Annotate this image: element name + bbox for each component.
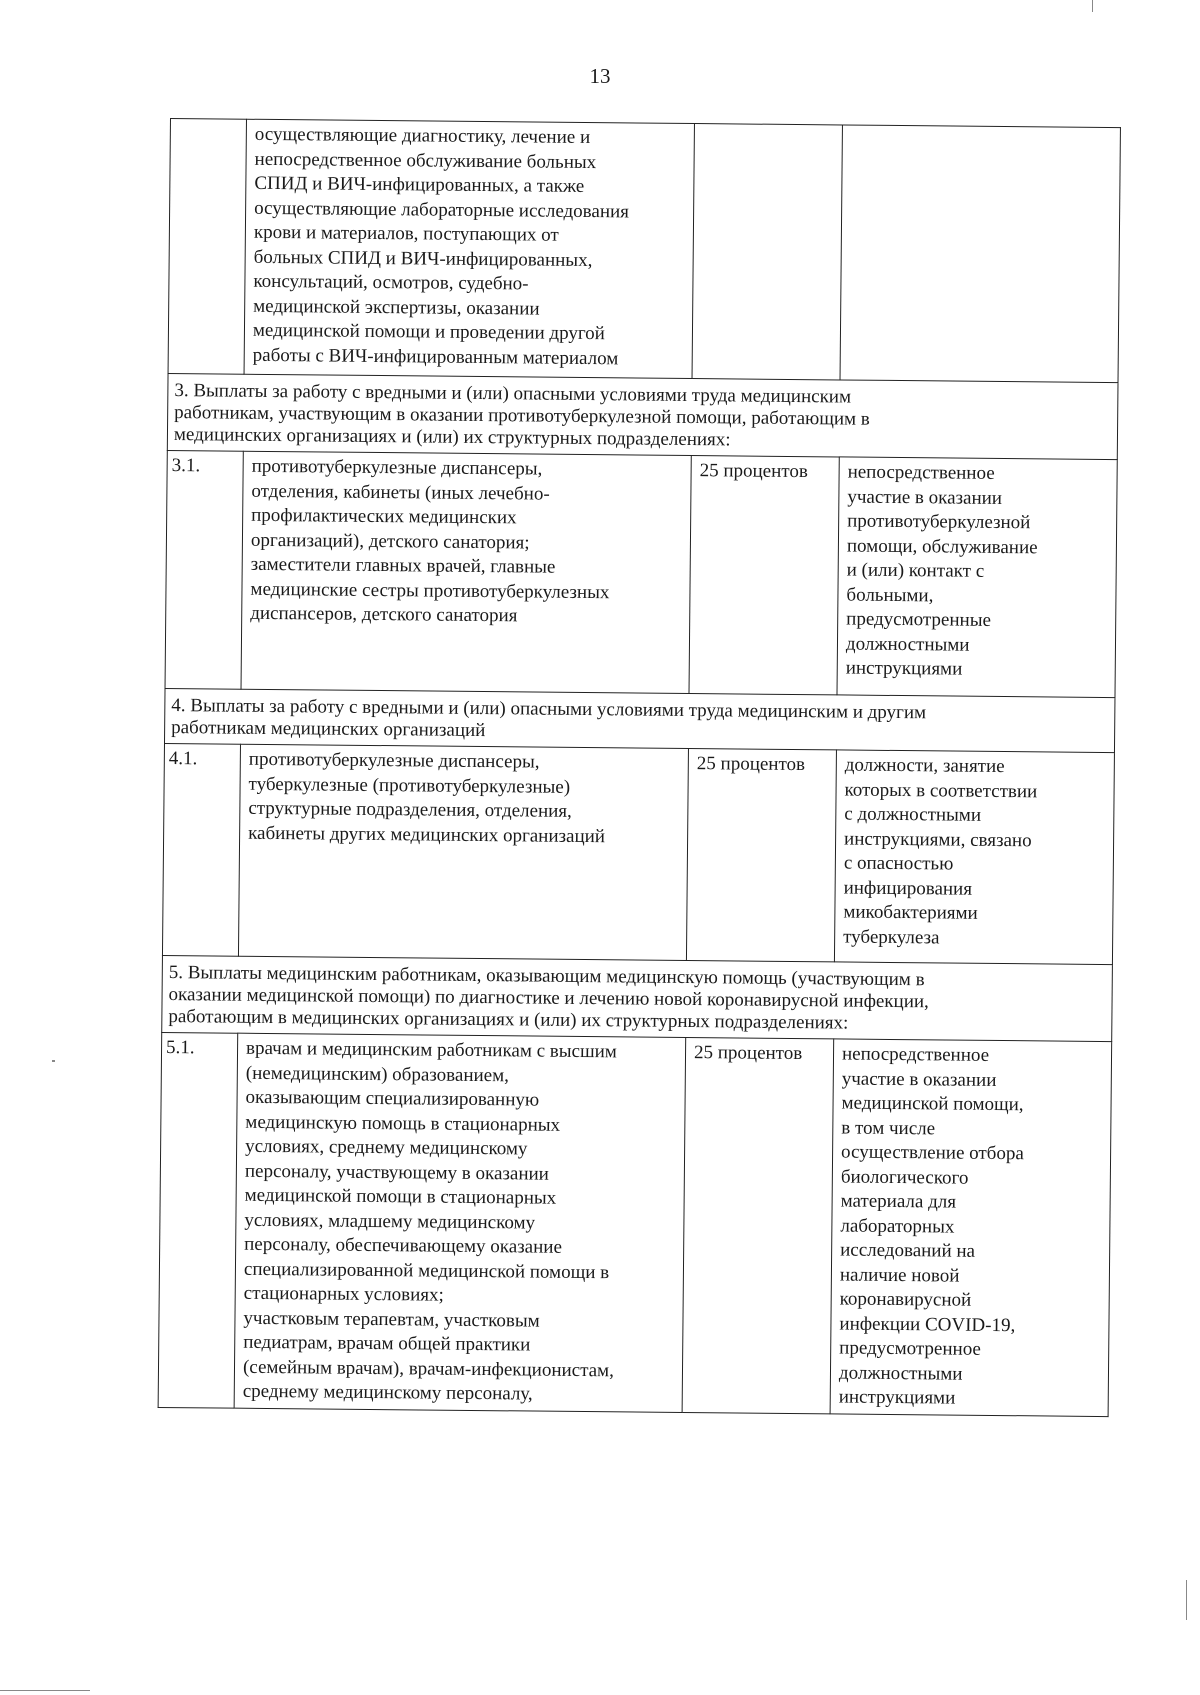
row-amount-cell: 25 процентов: [686, 749, 836, 962]
scan-edge-mark: [1186, 1580, 1187, 1620]
section-header-row: [162, 955, 1113, 1041]
row-description-cell: врачам и медицинским работникам с высшим (немедицинским) образованием, оказывающим специализированную медицинскую помощь в стационарных условиях, среднему медицинскому персоналу, участвующему в оказании медицинской помощи в стационарных условиях, младшему медицинскому персоналу, обеспечивающему оказание специализированной медицинской помощи в стационарных условиях; участковым терапевтам, участковым педиатрам, врачам общей практики (семейным врачам), врачам-инфекционистам, среднему медицинскому персоналу,: [234, 1033, 686, 1412]
allowances-table: [158, 118, 1121, 1417]
section-header-row: [167, 373, 1118, 459]
table-row: [162, 743, 1114, 964]
row-number-cell: 4.1.: [162, 743, 240, 956]
section-4-header: 4. Выплаты за работу с вредными и (или) опасными условиями труда медицинским и другим работникам медицинских организаций: [164, 688, 1114, 752]
row-description-cell: осуществляющие диагностику, лечение и непосредственное обслуживание больных СПИД и ВИЧ-инфицированных, а также осуществляющие лабораторные исследования крови и материалов, поступающих от больных СПИД и ВИЧ-инфицированных, консультаций, осмотров, судебно- медицинской экспертизы, оказании медицинской помощи и проведении другой работы с ВИЧ-инфицированным материалом: [244, 119, 694, 378]
row-number-cell: [168, 119, 246, 375]
section-header-row: [164, 688, 1114, 752]
row-description-cell: противотуберкулезные диспансеры, туберкулезные (противотуберкулезные) структурные подразделения, отделения, кабинеты других медицинских организаций: [238, 744, 688, 960]
row-condition-cell: [840, 125, 1120, 383]
scan-edge-mark: [0, 1690, 90, 1691]
row-amount-cell: [692, 124, 842, 380]
row-condition-cell: должности, занятие которых в соответствии с должностными инструкциями, связано с опасностью инфицирования микобактериями туберкулеза: [834, 750, 1114, 965]
row-description-cell: противотуберкулезные диспансеры, отделения, кабинеты (иных лечебно- профилактических медицинских организаций), детского санатория; заместители главных врачей, главные медицинские сестры противотуберкулезных диспансеров, детского санатория: [241, 451, 691, 693]
table-row: [165, 450, 1117, 697]
row-condition-cell: непосредственное участие в оказании противотуберкулезной помощи, обслуживание и (или) контакт с больными, предусмотренные должностными инструкциями: [837, 457, 1117, 698]
page-number: 13: [589, 64, 611, 88]
section-3-header: 3. Выплаты за работу с вредными и (или) опасными условиями труда медицинским работникам, участвующим в оказании противотуберкулезной помощи, работающим в медицинских организациях и (или) их структурных подразделениях:: [167, 373, 1118, 459]
row-amount-cell: 25 процентов: [682, 1037, 834, 1413]
row-amount-cell: 25 процентов: [689, 456, 839, 695]
row-condition-cell: непосредственное участие в оказании медицинской помощи, в том числе осуществление отбора биологического материала для лабораторных исследований на наличие новой коронавирусной инфекции COVID-19, предусмотренное должностными инструкциями: [830, 1039, 1112, 1416]
scan-edge-mark: [1092, 0, 1093, 12]
scan-dot-mark: [52, 1060, 55, 1062]
table-row: [158, 1032, 1112, 1416]
document-body: [158, 118, 1120, 1417]
table-row-continued: [168, 119, 1120, 383]
row-number-cell: 5.1.: [158, 1032, 238, 1407]
section-5-header: 5. Выплаты медицинским работникам, оказывающим медицинскую помощь (участвующим в оказании медицинской помощи) по диагностике и лечению новой коронавирусной инфекции, работающим в медицинских организациях и (или) их структурных подразделениях:: [162, 955, 1113, 1041]
row-number-cell: 3.1.: [165, 450, 243, 689]
